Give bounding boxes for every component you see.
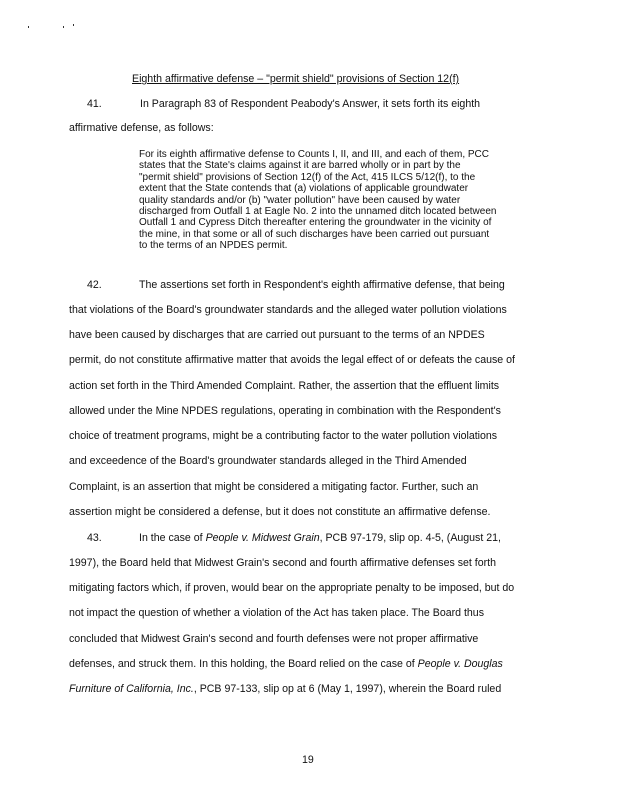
quote-line: "permit shield" provisions of Section 12(f) of the Act, 415 ILCS 5/12(f), to the (139, 171, 476, 183)
paragraph-line: In Paragraph 83 of Respondent Peabody's Answer, it sets forth its eighth (140, 98, 481, 110)
quote-line: quality standards and/or (b) "water pollution" have been caused by water (139, 194, 461, 206)
paragraph-line: 1997), the Board held that Midwest Grain's second and fourth affirmative defenses set forth (69, 557, 496, 569)
paragraph-number: 43. (87, 532, 102, 544)
case-citation: Furniture of California, Inc. (69, 683, 194, 695)
page-number: 19 (302, 754, 314, 766)
quote-line: Outfall 1 and Cypress Ditch thereafter entering the groundwater in the vicinity of (139, 217, 492, 229)
paragraph-line: and exceedence of the Board's groundwater standards alleged in the Third Amended (69, 455, 467, 467)
quote-line: For its eighth affirmative defense to Counts I, II, and III, and each of them, PCC (139, 149, 489, 160)
case-citation: People v. Midwest Grain (205, 532, 320, 544)
paragraph-line: allowed under the Mine NPDES regulations, operating in combination with the Respondent's (69, 405, 501, 417)
scan-mark (63, 26, 64, 28)
quote-line: states that the State's claims against it are barred wholly or in part by the (139, 160, 461, 172)
paragraph-line: permit, do not constitute affirmative matter that avoids the legal effect of or defeats the cause of (69, 354, 515, 366)
paragraph-line: mitigating factors which, if proven, would bear on the appropriate penalty to be imposed, but do (69, 582, 515, 594)
scan-mark (28, 26, 29, 28)
paragraph-line: Furniture of California, Inc., PCB 97-133, slip op at 6 (May 1, 1997), wherein the Board ruled (69, 683, 502, 695)
paragraph-line: defenses, and struck them. In this holding, the Board relied on the case of People v. Douglas (69, 658, 503, 670)
case-citation: People v. Douglas (417, 658, 503, 670)
paragraph-line: affirmative defense, as follows: (69, 122, 214, 134)
paragraph-line: have been caused by discharges that are carried out pursuant to the terms of an NPDES (69, 329, 485, 341)
paragraph-line: assertion might be considered a defense, but it does not constitute an affirmative defense. (69, 506, 491, 518)
quote-line: the mine, in that some or all of such discharges have been carried out pursuant (139, 228, 490, 240)
paragraph-line: action set forth in the Third Amended Complaint. Rather, the assertion that the effluent limits (69, 380, 500, 392)
quote-line: to the terms of an NPDES permit. (139, 240, 288, 252)
block-quote (139, 149, 534, 252)
paragraph-line: The assertions set forth in Respondent's eighth affirmative defense, that being (139, 279, 505, 291)
paragraph-number: 41. (87, 98, 102, 110)
quote-line: discharged from Outfall 1 at Eagle No. 2 into the unnamed ditch located between (139, 206, 497, 218)
paragraph-line: Complaint, is an assertion that might be considered a mitigating factor. Further, such an (69, 481, 479, 493)
quote-line: extent that the State contends that (a) violations of applicable groundwater (139, 183, 469, 195)
scan-mark (73, 24, 74, 26)
paragraph-number: 42. (87, 279, 102, 291)
paragraph-line: In the case of People v. Midwest Grain, PCB 97-179, slip op. 4-5, (August 21, (139, 532, 501, 544)
paragraph-line: concluded that Midwest Grain's second and fourth defenses were not proper affirmative (69, 633, 479, 645)
section-heading: Eighth affirmative defense – "permit shield" provisions of Section 12(f) (132, 73, 460, 85)
paragraph-line: not impact the question of whether a violation of the Act has taken place. The Board thus (69, 607, 484, 619)
paragraph-line: choice of treatment programs, might be a contributing factor to the water pollution violations (69, 430, 498, 442)
paragraph-line: that violations of the Board's groundwater standards and the alleged water pollution violations (69, 304, 507, 316)
